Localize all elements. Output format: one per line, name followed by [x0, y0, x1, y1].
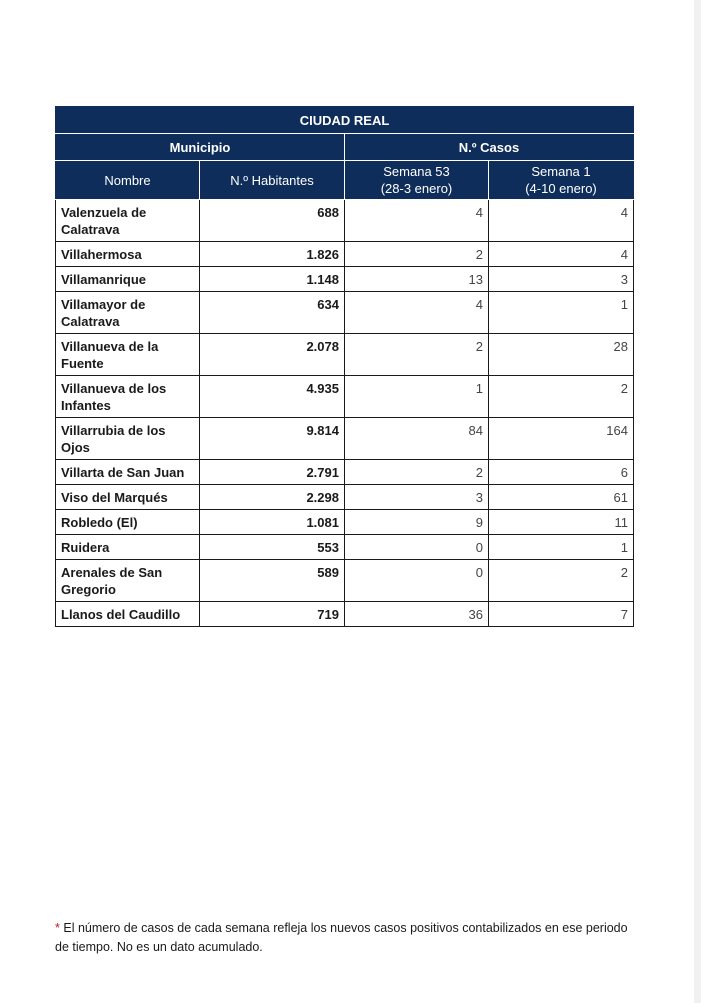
nombre-line-2: Calatrava [61, 222, 120, 237]
cell-semana53: 9 [345, 510, 489, 535]
nombre-line-1: Villanueva de los [61, 381, 167, 396]
cell-semana1: 61 [489, 485, 634, 510]
cell-nombre [56, 200, 200, 242]
cell-semana53: 2 [345, 334, 489, 376]
nombre-line-1: Ruidera [61, 540, 110, 555]
cell-habitantes: 634 [200, 292, 345, 334]
nombre-line-2: Calatrava [61, 314, 120, 329]
cell-semana53: 0 [345, 535, 489, 560]
cell-semana1: 2 [489, 560, 634, 602]
table-row [56, 376, 634, 418]
nombre-line-1: Villanueva de la [61, 339, 159, 354]
cell-habitantes: 589 [200, 560, 345, 602]
nombre-line-1: Villahermosa [61, 247, 142, 262]
cases-table [55, 106, 634, 627]
table-row [56, 602, 634, 627]
cell-nombre [56, 510, 200, 535]
column-header-semana1 [489, 161, 634, 200]
cell-nombre [56, 376, 200, 418]
column-header-nombre: Nombre [56, 161, 200, 200]
cell-semana53: 0 [345, 560, 489, 602]
nombre-line-1: Villarrubia de los [61, 423, 166, 438]
cell-nombre [56, 602, 200, 627]
table-row [56, 510, 634, 535]
cell-habitantes: 2.791 [200, 460, 345, 485]
cell-semana53: 13 [345, 267, 489, 292]
cell-semana53: 4 [345, 292, 489, 334]
table-row [56, 267, 634, 292]
cell-semana53: 1 [345, 376, 489, 418]
cell-habitantes: 719 [200, 602, 345, 627]
cell-habitantes: 688 [200, 200, 345, 242]
semana1-label: Semana 1 [531, 164, 591, 179]
nombre-line-2: Ojos [61, 440, 90, 455]
nombre-line-1: Robledo (El) [61, 515, 138, 530]
cell-semana53: 2 [345, 242, 489, 267]
cell-nombre [56, 267, 200, 292]
cell-semana53: 4 [345, 200, 489, 242]
cell-semana1: 2 [489, 376, 634, 418]
table-row [56, 560, 634, 602]
table-row [56, 418, 634, 460]
cell-nombre [56, 485, 200, 510]
cell-semana1: 164 [489, 418, 634, 460]
nombre-line-1: Viso del Marqués [61, 490, 168, 505]
table-row [56, 535, 634, 560]
table-row [56, 485, 634, 510]
nombre-line-2: Gregorio [61, 582, 116, 597]
cell-nombre [56, 292, 200, 334]
cell-nombre [56, 418, 200, 460]
footnote-asterisk: * [55, 921, 60, 935]
table-row [56, 242, 634, 267]
cell-nombre [56, 560, 200, 602]
cell-habitantes: 1.826 [200, 242, 345, 267]
column-header-habitantes: N.º Habitantes [200, 161, 345, 200]
nombre-line-1: Villamayor de [61, 297, 146, 312]
cell-habitantes: 553 [200, 535, 345, 560]
cell-habitantes: 1.081 [200, 510, 345, 535]
semana53-range: (28-3 enero) [380, 181, 453, 196]
cell-nombre [56, 334, 200, 376]
nombre-line-1: Villamanrique [61, 272, 147, 287]
table-body [56, 200, 634, 627]
table-row [56, 292, 634, 334]
cell-semana53: 84 [345, 418, 489, 460]
cell-semana1: 3 [489, 267, 634, 292]
nombre-line-1: Arenales de San [61, 565, 163, 580]
nombre-line-2: Infantes [61, 398, 111, 413]
semana53-label: Semana 53 [383, 164, 450, 179]
cell-habitantes: 4.935 [200, 376, 345, 418]
cell-semana53: 3 [345, 485, 489, 510]
cell-semana53: 2 [345, 460, 489, 485]
semana1-range: (4-10 enero) [525, 181, 597, 196]
group-header-casos: N.º Casos [345, 134, 634, 161]
cell-semana1: 4 [489, 242, 634, 267]
cell-habitantes: 2.298 [200, 485, 345, 510]
cell-nombre [56, 242, 200, 267]
footnote-line-1: El número de casos de cada semana refleja los nuevos casos positivos contabilizados en ese periodo [63, 921, 628, 935]
table-row [56, 460, 634, 485]
nombre-line-1: Villarta de San Juan [61, 465, 185, 480]
cell-semana53: 36 [345, 602, 489, 627]
nombre-line-1: Llanos del Caudillo [61, 607, 181, 622]
footnote [55, 919, 635, 957]
table-row [56, 200, 634, 242]
cell-semana1: 11 [489, 510, 634, 535]
cell-habitantes: 2.078 [200, 334, 345, 376]
page-edge-strip [694, 0, 701, 1003]
nombre-line-1: Valenzuela de [61, 205, 147, 220]
cell-habitantes: 9.814 [200, 418, 345, 460]
cell-semana1: 7 [489, 602, 634, 627]
group-header-municipio: Municipio [56, 134, 345, 161]
cell-semana1: 28 [489, 334, 634, 376]
cell-semana1: 6 [489, 460, 634, 485]
cell-semana1: 4 [489, 200, 634, 242]
cell-semana1: 1 [489, 535, 634, 560]
column-header-semana53 [345, 161, 489, 200]
table-title: CIUDAD REAL [56, 107, 634, 134]
cell-nombre [56, 535, 200, 560]
cell-nombre [56, 460, 200, 485]
nombre-line-2: Fuente [61, 356, 104, 371]
footnote-line-2: de tiempo. No es un dato acumulado. [55, 940, 263, 954]
cell-semana1: 1 [489, 292, 634, 334]
cell-habitantes: 1.148 [200, 267, 345, 292]
table-row [56, 334, 634, 376]
